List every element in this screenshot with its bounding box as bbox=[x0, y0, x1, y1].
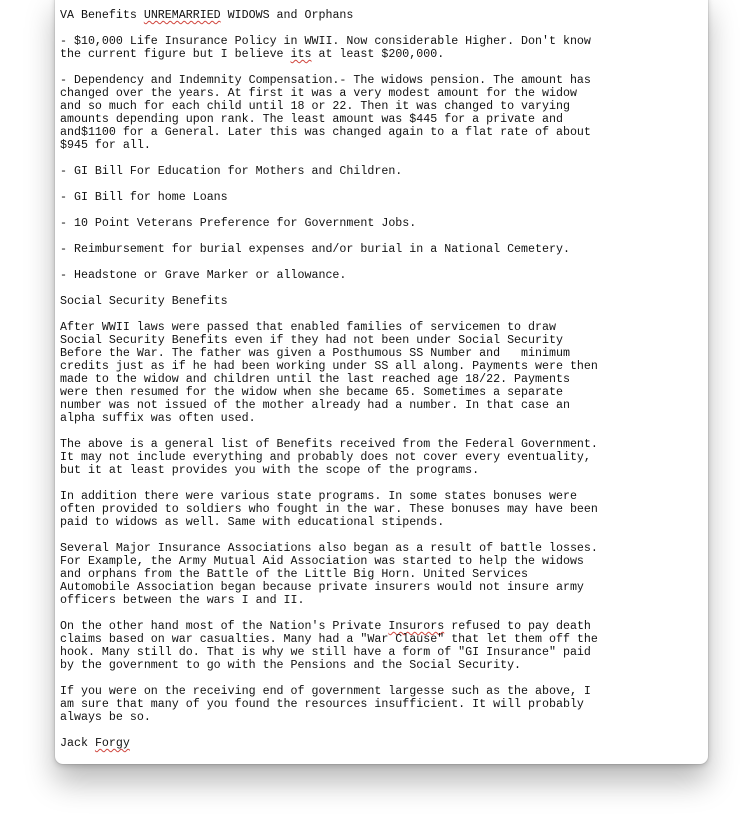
text-line: It may not include everything and probably does not cover every eventuality, bbox=[60, 451, 591, 464]
text-line: the current figure but I believe its at least $200,000. bbox=[60, 48, 445, 61]
text-line: Jack Forgy bbox=[60, 737, 130, 750]
text-line: am sure that many of you found the resources insufficient. It will probably bbox=[60, 698, 584, 711]
misspelled-word: UNREMARRIED bbox=[143, 9, 221, 22]
blank-line bbox=[60, 178, 700, 191]
text-line: by the government to go with the Pensions and the Social Security. bbox=[60, 659, 522, 672]
text-line: claims based on war casualties. Many had a "War Clause" that let them off the bbox=[60, 633, 598, 646]
text-line: The above is a general list of Benefits received from the Federal Government. bbox=[60, 438, 598, 451]
text-line: Social Security Benefits even if they had not been under Social Security bbox=[60, 334, 563, 347]
blank-line bbox=[60, 308, 700, 321]
text-line: but it at least provides you with the scope of the programs. bbox=[60, 464, 480, 477]
blank-line bbox=[60, 61, 700, 74]
text-line: $945 for all. bbox=[60, 139, 151, 152]
text-line: and orphans from the Battle of the Little Big Horn. United Services bbox=[60, 568, 529, 581]
misspelled-word: Forgy bbox=[94, 737, 130, 750]
text-line: alpha suffix was often used. bbox=[60, 412, 256, 425]
text-line: - $10,000 Life Insurance Policy in WWII. Now considerable Higher. Don't know bbox=[60, 35, 591, 48]
text-line: - GI Bill for home Loans bbox=[60, 191, 228, 204]
text-line: In addition there were various state programs. In some states bonuses were bbox=[60, 490, 577, 503]
text-line: - 10 Point Veterans Preference for Government Jobs. bbox=[60, 217, 417, 230]
text-line: were then resumed for the widow when she became 65. Sometimes a separate bbox=[60, 386, 563, 399]
blank-line bbox=[60, 152, 700, 165]
blank-line bbox=[60, 477, 700, 490]
text-line: and so much for each child until 18 or 22. Then it was changed to varying bbox=[60, 100, 570, 113]
blank-line bbox=[60, 724, 700, 737]
text-line: often provided to soldiers who fought in the war. These bonuses may have been bbox=[60, 503, 598, 516]
text-line: For Example, the Army Mutual Aid Association was started to help the widows bbox=[60, 555, 584, 568]
text-line: always be so. bbox=[60, 711, 151, 724]
text-line: officers between the wars I and II. bbox=[60, 594, 305, 607]
blank-line bbox=[60, 256, 700, 269]
misspelled-word: its bbox=[290, 48, 312, 61]
text-line: amounts depending upon rank. The least amount was $445 for a private and bbox=[60, 113, 563, 126]
text-line: On the other hand most of the Nation's Private Insurors refused to pay death bbox=[60, 620, 591, 633]
document-text-area[interactable] bbox=[60, 9, 700, 750]
text-line: If you were on the receiving end of government largesse such as the above, I bbox=[60, 685, 591, 698]
misspelled-word: Insurors bbox=[388, 620, 445, 633]
text-line: number was not issued of the mother already had a number. In that case an bbox=[60, 399, 570, 412]
text-line: - GI Bill For Education for Mothers and Children. bbox=[60, 165, 403, 178]
text-line: Automobile Association began because private insurers would not insure army bbox=[60, 581, 584, 594]
text-line: VA Benefits UNREMARRIED WIDOWS and Orphans bbox=[60, 9, 354, 22]
blank-line bbox=[60, 607, 700, 620]
text-line: After WWII laws were passed that enabled families of servicemen to draw bbox=[60, 321, 556, 334]
document-window bbox=[55, 0, 708, 764]
blank-line bbox=[60, 425, 700, 438]
blank-line bbox=[60, 230, 700, 243]
text-line: Before the War. The father was given a Posthumous SS Number and minimum bbox=[60, 347, 570, 360]
text-line: made to the widow and children until the last reached age 18/22. Payments bbox=[60, 373, 570, 386]
text-line: - Dependency and Indemnity Compensation.- The widows pension. The amount has bbox=[60, 74, 591, 87]
blank-line bbox=[60, 282, 700, 295]
text-line: Several Major Insurance Associations also began as a result of battle losses. bbox=[60, 542, 598, 555]
blank-line bbox=[60, 204, 700, 217]
text-line: paid to widows as well. Same with educational stipends. bbox=[60, 516, 445, 529]
text-line: Social Security Benefits bbox=[60, 295, 228, 308]
blank-line bbox=[60, 672, 700, 685]
text-line: and$1100 for a General. Later this was changed again to a flat rate of about bbox=[60, 126, 591, 139]
text-line: - Headstone or Grave Marker or allowance. bbox=[60, 269, 347, 282]
text-line: changed over the years. At first it was a very modest amount for the widow bbox=[60, 87, 577, 100]
text-line: credits just as if he had been working under SS all along. Payments were then bbox=[60, 360, 598, 373]
blank-line bbox=[60, 22, 700, 35]
blank-line bbox=[60, 529, 700, 542]
text-line: hook. Many still do. That is why we still have a form of "GI Insurance" paid bbox=[60, 646, 591, 659]
text-line: - Reimbursement for burial expenses and/or burial in a National Cemetery. bbox=[60, 243, 570, 256]
